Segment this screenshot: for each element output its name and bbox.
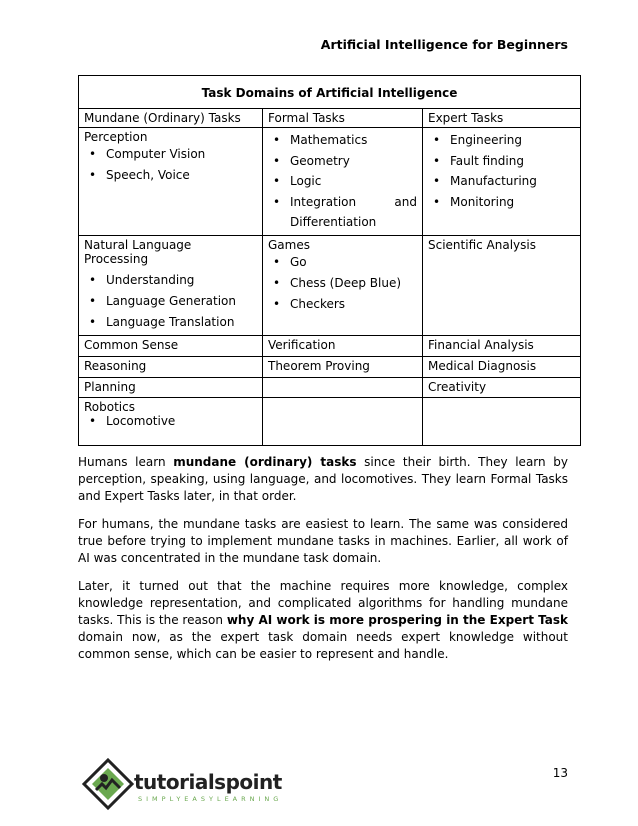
header-title: Artificial Intelligence for Beginners [320, 37, 568, 52]
bullet-list [428, 130, 575, 212]
tutorialspoint-logo [82, 758, 292, 812]
list-item: • Manufacturing [450, 171, 575, 192]
bullet-list [268, 252, 417, 315]
paragraph-1 [78, 454, 568, 505]
table-cell [263, 397, 423, 445]
cell-title: Games [268, 237, 310, 252]
table-caption: Task Domains of Artificial Intelligence [79, 76, 581, 109]
list-item: • Speech, Voice [106, 165, 257, 186]
text-run: domain now, as the expert task domain needs expert knowledge without common sense, which can be easier to represent and handle. [78, 630, 568, 661]
table-cell: Verification [263, 335, 423, 356]
list-item: • Engineering [450, 130, 575, 151]
page-number: 13 [552, 766, 568, 780]
list-item: • Fault finding [450, 151, 575, 172]
table-row [79, 335, 581, 356]
table-row [79, 235, 581, 335]
list-item: • Geometry [290, 151, 417, 172]
list-item: • Chess (Deep Blue) [290, 273, 417, 294]
text-run: Later, it turned out that the machine requires more knowledge, complex knowledge representation, and complicated algorithms for handling mundane tasks. This is the reason [78, 579, 568, 627]
list-item: • Mathematics [290, 130, 417, 151]
list-item: • Go [290, 252, 417, 273]
bold-phrase: why AI work is more prospering in the Expert Task [226, 613, 568, 627]
table-cell [263, 377, 423, 397]
cell-title: Robotics [84, 399, 135, 414]
table-row [79, 356, 581, 377]
table-cell [79, 235, 263, 335]
text-run: Humans learn [78, 455, 174, 469]
body-paragraphs [78, 454, 568, 663]
table-cell [423, 235, 581, 335]
list-item: • Checkers [290, 294, 417, 315]
list-item: • Language Translation [106, 312, 257, 333]
table-cell: Theorem Proving [263, 356, 423, 377]
table-cell: Common Sense [79, 335, 263, 356]
list-item: • Monitoring [450, 192, 575, 213]
list-item: • Understanding [106, 270, 257, 291]
paragraph-2: For humans, the mundane tasks are easiest to learn. The same was considered true before trying to implement mundane tasks in machines. Earlier, all work of AI was concentrated in the mundane task domain. [78, 517, 568, 565]
text-run: since their birth. They learn by perception, speaking, using language, and locomotives. They learn Formal Tasks and Expert Tasks later, in that order. [78, 455, 568, 503]
table-row [79, 377, 581, 397]
column-header: Mundane (Ordinary) Tasks [79, 109, 263, 128]
bullet-list [84, 414, 257, 428]
list-item-continuation: Differentiation [290, 215, 377, 229]
table-cell [263, 235, 423, 335]
list-item: • Locomotive [106, 414, 257, 428]
table-cell: Planning [79, 377, 263, 397]
table-row [79, 397, 581, 445]
table-cell: Financial Analysis [423, 335, 581, 356]
table-row [79, 128, 581, 236]
paragraph-3 [78, 578, 568, 663]
cell-title: Natural Language Processing [84, 237, 192, 266]
logo-name: tutorialspoint [134, 770, 282, 794]
list-item: • Integration and [290, 192, 417, 213]
list-item: • Logic [290, 171, 417, 192]
bullet-list [84, 144, 257, 185]
bold-phrase: mundane (ordinary) tasks [173, 455, 357, 469]
table-header-row [79, 109, 581, 128]
bullet-list [268, 130, 417, 233]
bullet-list [84, 270, 257, 333]
table-cell [263, 128, 423, 236]
table-cell: Creativity [423, 377, 581, 397]
column-header: Expert Tasks [423, 109, 581, 128]
table-caption-row [79, 76, 581, 109]
cell-title: Perception [84, 130, 148, 144]
logo-tagline: SIMPLYEASYLEARNING [138, 795, 283, 803]
table-cell: Medical Diagnosis [423, 356, 581, 377]
table-cell [79, 128, 263, 236]
task-domains-table [78, 75, 581, 446]
table-cell [79, 397, 263, 445]
column-header: Formal Tasks [263, 109, 423, 128]
cell-title: Scientific Analysis [428, 237, 536, 252]
list-item: • Computer Vision [106, 144, 257, 165]
table-cell: Reasoning [79, 356, 263, 377]
table-cell [423, 128, 581, 236]
list-item: • Language Generation [106, 291, 257, 312]
table-cell [423, 397, 581, 445]
